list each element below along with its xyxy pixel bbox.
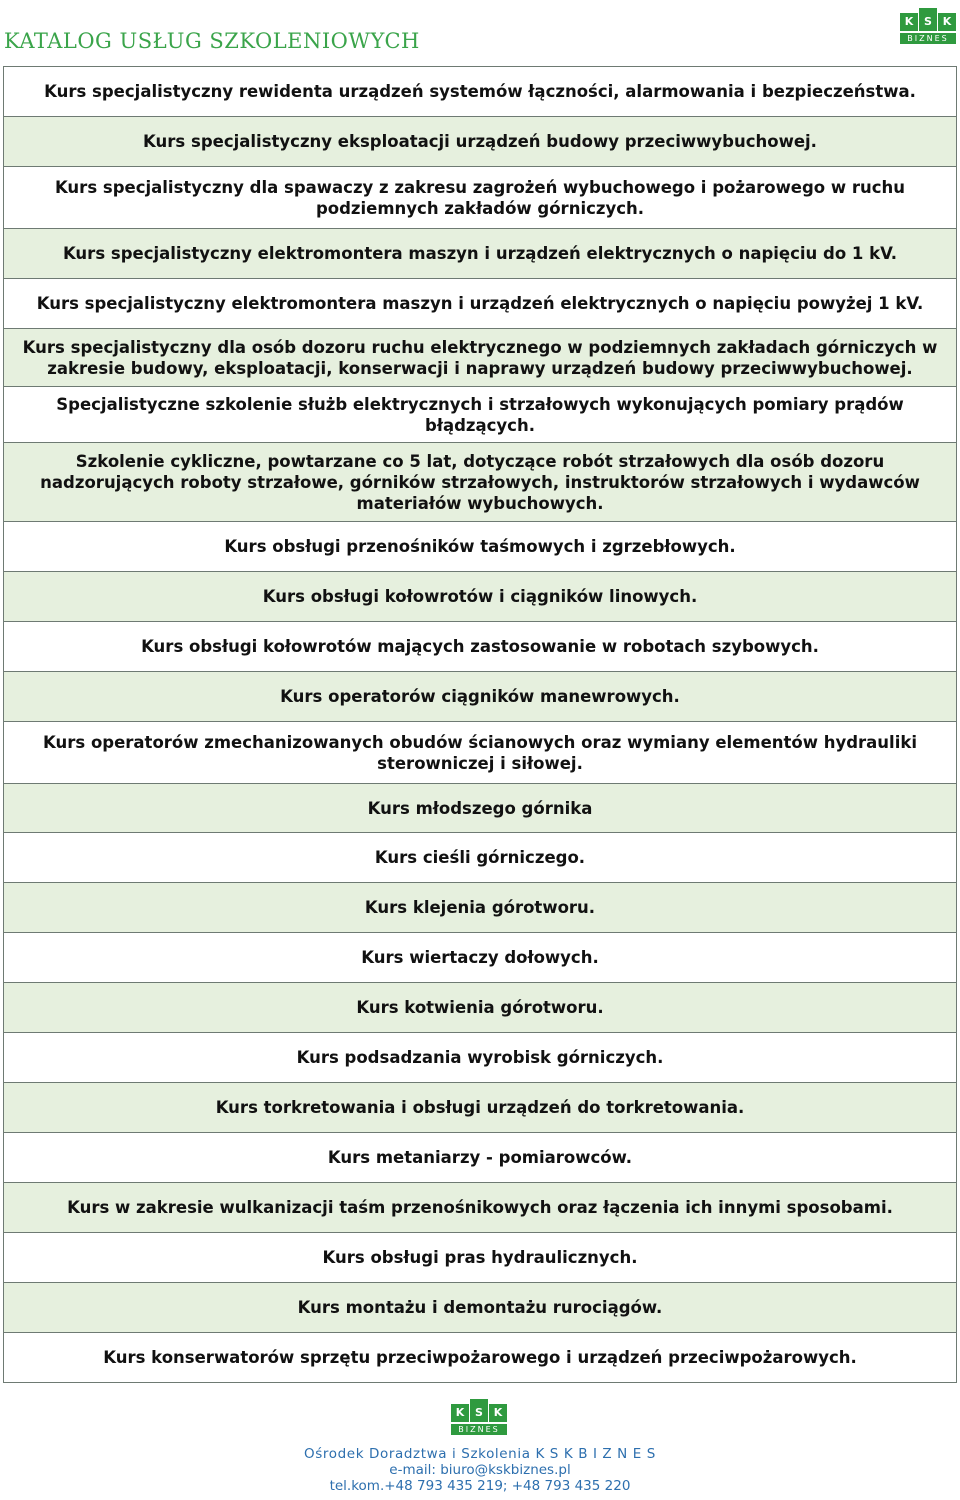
footer-logo-word: BIZNES [451, 1424, 507, 1435]
course-row [4, 328, 956, 386]
course-name: Kurs kotwienia górotworu. [356, 998, 604, 1017]
logo-letters [900, 13, 956, 31]
course-row [4, 1032, 956, 1082]
page-footer [0, 1446, 960, 1494]
footer-ksk-biznes-logo [451, 1404, 507, 1435]
course-row [4, 386, 956, 442]
page-header [0, 0, 960, 62]
course-row [4, 1132, 956, 1182]
footer-logo-letter-s: S [470, 1399, 488, 1422]
course-row [4, 1332, 956, 1382]
course-row [4, 671, 956, 721]
course-name: Kurs torkretowania i obsługi urządzeń do torkretowania. [215, 1098, 745, 1117]
course-row [4, 1182, 956, 1232]
course-name: Kurs metaniarzy - pomiarowców. [327, 1148, 633, 1167]
course-name: Kurs specjalistyczny eksploatacji urządzeń budowy przeciwwybuchowej. [143, 132, 817, 151]
course-row [4, 166, 956, 228]
logo-letter-k1: K [900, 13, 918, 31]
logo-letter-k2: K [938, 13, 956, 31]
footer-phone: tel.kom.+48 793 435 219; +48 793 435 220 [329, 1478, 631, 1494]
catalog-title: KATALOG USŁUG SZKOLENIOWYCH [4, 29, 420, 53]
course-row [4, 932, 956, 982]
course-row [4, 278, 956, 328]
course-name: Kurs obsługi przenośników taśmowych i zgrzebłowych. [224, 537, 736, 556]
course-name: Kurs specjalistyczny dla spawaczy z zakresu zagrożeń wybuchowego i pożarowego w ruchu podziemnych zakładów górniczych. [54, 177, 906, 218]
course-row [4, 982, 956, 1032]
course-name: Specjalistyczne szkolenie służb elektrycznych i strzałowych wykonujących pomiary prądów błądzących. [56, 394, 904, 435]
course-name: Kurs specjalistyczny elektromontera maszyn i urządzeń elektrycznych o napięciu do 1 kV. [62, 244, 898, 263]
course-row [4, 832, 956, 882]
course-name: Kurs konserwatorów sprzętu przeciwpożarowego i urządzeń przeciwpożarowych. [103, 1348, 857, 1367]
course-row [4, 67, 956, 116]
course-row [4, 116, 956, 166]
footer-email[interactable]: e-mail: biuro@kskbiznes.pl [389, 1462, 571, 1478]
course-name: Kurs w zakresie wulkanizacji taśm przenośnikowych oraz łączenia ich innymi sposobami. [67, 1198, 893, 1217]
course-row [4, 882, 956, 932]
course-name: Kurs obsługi kołowrotów i ciągników linowych. [262, 587, 698, 606]
footer-logo-letters [451, 1404, 507, 1422]
footer-logo-letter-k1: K [451, 1404, 469, 1422]
ksk-biznes-logo [900, 13, 956, 44]
course-row [4, 783, 956, 832]
course-name: Kurs młodszego górnika [367, 798, 593, 818]
course-row [4, 721, 956, 783]
course-table [3, 66, 957, 1383]
course-name: Kurs wiertaczy dołowych. [361, 948, 599, 967]
course-row [4, 1282, 956, 1332]
course-name: Kurs specjalistyczny rewidenta urządzeń systemów łączności, alarmowania i bezpieczeństwa. [44, 82, 916, 101]
footer-organization: Ośrodek Doradztwa i Szkolenia K S K B I Z N E S [304, 1446, 656, 1462]
course-name: Kurs operatorów ciągników manewrowych. [280, 687, 680, 706]
course-row [4, 571, 956, 621]
course-row [4, 1232, 956, 1282]
course-row [4, 521, 956, 571]
course-name: Kurs obsługi kołowrotów mających zastosowanie w robotach szybowych. [141, 637, 819, 656]
course-name: Kurs podsadzania wyrobisk górniczych. [296, 1048, 664, 1067]
logo-letter-s: S [919, 8, 937, 31]
footer-logo-letter-k2: K [489, 1404, 507, 1422]
course-row [4, 1082, 956, 1132]
logo-word: BIZNES [900, 33, 956, 44]
course-name: Kurs montażu i demontażu rurociągów. [297, 1298, 663, 1317]
course-row [4, 228, 956, 278]
course-name: Kurs operatorów zmechanizowanych obudów ścianowych oraz wymiany elementów hydrauliki sterowniczej i siłowej. [43, 732, 917, 773]
course-name: Kurs klejenia górotworu. [364, 898, 596, 917]
course-name: Kurs obsługi pras hydraulicznych. [322, 1248, 638, 1267]
course-row [4, 621, 956, 671]
course-row [4, 442, 956, 521]
course-name: Kurs specjalistyczny elektromontera maszyn i urządzeń elektrycznych o napięciu powyżej 1 kV. [36, 294, 924, 313]
course-name: Kurs cieśli górniczego. [374, 848, 586, 867]
course-name: Kurs specjalistyczny dla osób dozoru ruchu elektrycznego w podziemnych zakładach górniczych w zakresie budowy, eksploatacji, konserwacji i naprawy urządzeń budowy przeciwwybuchowej. [22, 337, 938, 378]
course-name: Szkolenie cykliczne, powtarzane co 5 lat, dotyczące robót strzałowych dla osób dozoru nadzorujących roboty strzałowe, górników strzałowych, instruktorów strzałowych i wydawców materiałów wybuchowych. [40, 451, 920, 513]
